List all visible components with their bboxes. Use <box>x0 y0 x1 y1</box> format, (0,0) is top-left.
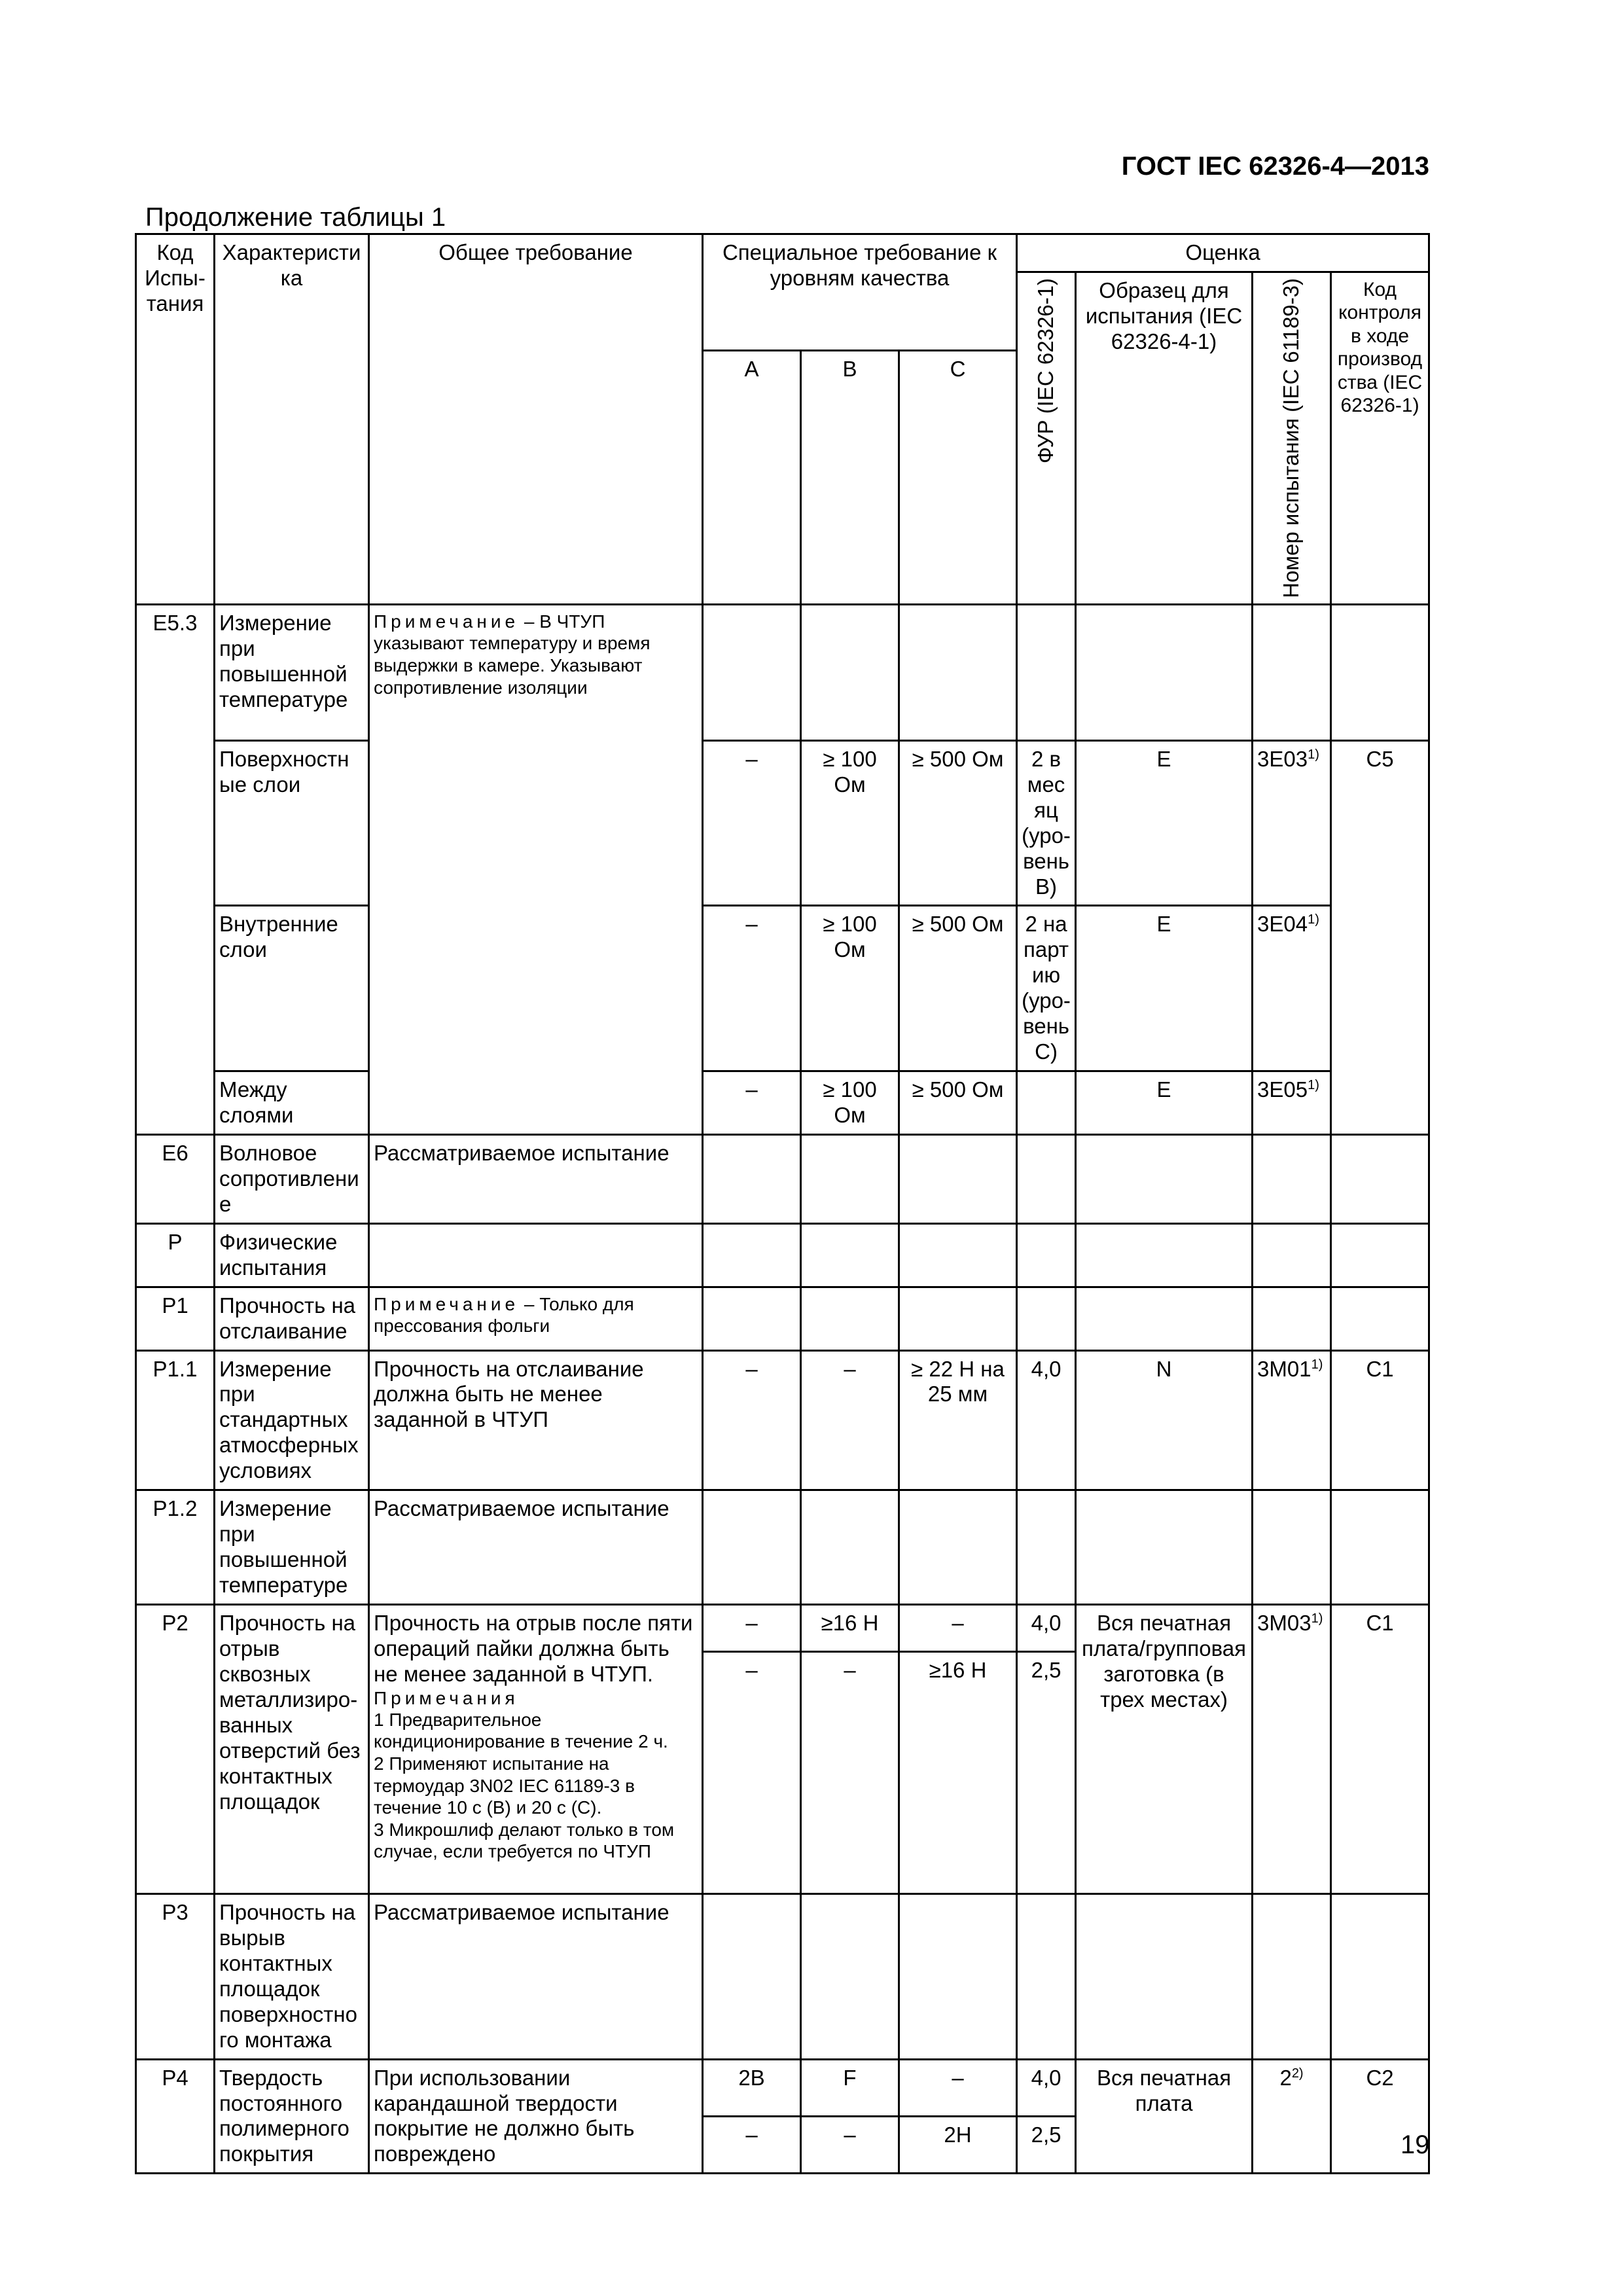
header-code: Код Испы-тания <box>136 234 215 605</box>
cell-fur: 2,5 <box>1017 2116 1076 2173</box>
header-level-b: B <box>801 350 899 604</box>
cell-fur: 4,0 <box>1017 1604 1076 1651</box>
table-row <box>136 906 1429 1071</box>
cell-test-no: 3M03$^{1)}$ <box>1253 1604 1331 1893</box>
cell-level-a: – <box>703 1651 801 1893</box>
cell-code: P3 <box>136 1893 215 2059</box>
table-row <box>136 740 1429 906</box>
header-control-code: Код контроля в ходе производства (IEC 62326-1) <box>1331 272 1429 604</box>
cell-code: E5.3 <box>136 604 215 1134</box>
cell-level-c: ≥16 Н <box>899 1651 1017 1893</box>
cell-fur: 2 в месяц (уро-вень B) <box>1017 740 1076 906</box>
cell-code: P2 <box>136 1604 215 1893</box>
cell-level-b: – <box>801 2116 899 2173</box>
cell-level-b: F <box>801 2059 899 2116</box>
cell-level-a: – <box>703 1350 801 1490</box>
header-fur: ФУР (IEC 62326-1) <box>1017 272 1076 604</box>
table-row <box>136 1350 1429 1490</box>
cell-test-no: 3E03$^{1)}$ <box>1253 740 1331 906</box>
header-special: Специальное требование к уровням качества <box>703 234 1017 351</box>
cell-test-no: 3E05$^{1)}$ <box>1253 1071 1331 1135</box>
cell-level-c: 2H <box>899 2116 1017 2173</box>
cell-control-code: C1 <box>1331 1604 1429 1893</box>
table-row <box>136 1287 1429 1350</box>
header-characteristic: Характеристика <box>215 234 369 605</box>
cell-level-b: ≥16 Н <box>801 1604 899 1651</box>
cell-test-no: 2$^{2)}$ <box>1253 2059 1331 2174</box>
table-row <box>136 604 1429 740</box>
cell-characteristic: Прочность на вырыв контактных площадок поверхностного монтажа <box>215 1893 369 2059</box>
table-continuation-title: Продолжение таблицы 1 <box>145 203 446 232</box>
cell-characteristic: Физические испытания <box>215 1223 369 1287</box>
cell-general: Рассматриваемое испытание <box>369 1134 703 1223</box>
table-row <box>136 1134 1429 1223</box>
cell-level-c: ≥ 500 Ом <box>899 740 1017 906</box>
note-item: 2 Применяют испытание на термоудар 3N02 IEC 61189-3 в течение 10 с (B) и 20 с (C). <box>374 1753 635 1818</box>
cell-characteristic: Измерение при повышенной температуре <box>215 1490 369 1605</box>
note-item: 1 Предварительное кондиционирование в течение 2 ч. <box>374 1709 668 1752</box>
cell-fur: 2 на партию (уро-вень C) <box>1017 906 1076 1071</box>
cell-level-c: ≥ 500 Ом <box>899 906 1017 1071</box>
cell-characteristic: Прочность на отслаивание <box>215 1287 369 1350</box>
note-item: 3 Микрошлиф делают только в том случае, если требуется по ЧТУП <box>374 1819 675 1862</box>
cell-test-no: 3M01$^{1)}$ <box>1253 1350 1331 1490</box>
cell-code: P4 <box>136 2059 215 2174</box>
cell-general: Рассматриваемое испытание <box>369 1893 703 2059</box>
cell-characteristic: Между слоями <box>215 1071 369 1135</box>
cell-level-b: ≥ 100 Ом <box>801 1071 899 1135</box>
header-general: Общее требование <box>369 234 703 605</box>
cell-level-b: – <box>801 1350 899 1490</box>
cell-characteristic: Поверхностные слои <box>215 740 369 906</box>
table-row <box>136 1071 1429 1135</box>
cell-level-a: – <box>703 2116 801 2173</box>
cell-general: При использовании карандашной твердости покрытие не должно быть повреждено <box>369 2059 703 2174</box>
cell-level-c: ≥ 500 Ом <box>899 1071 1017 1135</box>
cell-test-no: 3E04$^{1)}$ <box>1253 906 1331 1071</box>
cell-general <box>369 1604 703 1893</box>
cell-code: P1.2 <box>136 1490 215 1605</box>
cell-control-code: C2 <box>1331 2059 1429 2174</box>
cell-control-code: C1 <box>1331 1350 1429 1490</box>
header-level-a: A <box>703 350 801 604</box>
cell-level-b: ≥ 100 Ом <box>801 906 899 1071</box>
cell-level-b: ≥ 100 Ом <box>801 740 899 906</box>
page-number: 19 <box>1400 2130 1430 2159</box>
note-label: Примечание <box>374 611 520 632</box>
cell-level-a: – <box>703 740 801 906</box>
cell-fur: 4,0 <box>1017 2059 1076 2116</box>
header-sample: Образец для испытания (IEC 62326-4-1) <box>1076 272 1253 604</box>
header-level-c: C <box>899 350 1017 604</box>
cell-level-b: – <box>801 1651 899 1893</box>
cell-general: Рассматриваемое испытание <box>369 1490 703 1605</box>
cell-level-a: – <box>703 906 801 1071</box>
cell-sample: Вся печатная плата <box>1076 2059 1253 2174</box>
cell-level-a: – <box>703 1071 801 1135</box>
table-row <box>136 2059 1429 2116</box>
cell-control-code: C5 <box>1331 740 1429 1134</box>
cell-code: P <box>136 1223 215 1287</box>
table-row <box>136 1893 1429 2059</box>
document-code: ГОСТ IEC 62326-4—2013 <box>1121 152 1429 181</box>
cell-sample: E <box>1076 906 1253 1071</box>
table-row <box>136 1223 1429 1287</box>
cell-level-c: – <box>899 2059 1017 2116</box>
cell-fur: 4,0 <box>1017 1350 1076 1490</box>
cell-characteristic: Измерение при повышенной температуре <box>215 604 369 740</box>
cell-characteristic: Внутренние слои <box>215 906 369 1071</box>
cell-level-c: ≥ 22 Н на 25 мм <box>899 1350 1017 1490</box>
cell-characteristic: Волновое сопротивление <box>215 1134 369 1223</box>
cell-sample: E <box>1076 1071 1253 1135</box>
cell-general: Прочность на отслаивание должна быть не менее заданной в ЧТУП <box>369 1350 703 1490</box>
cell-characteristic: Твердость постоянного полимерного покрытия <box>215 2059 369 2174</box>
cell-level-c: – <box>899 1604 1017 1651</box>
cell-level-a: – <box>703 1604 801 1651</box>
cell-sample: E <box>1076 740 1253 906</box>
cell-note: Примечание – Только для прессования фольги <box>369 1287 703 1350</box>
table-row <box>136 1490 1429 1605</box>
header-evaluation: Оценка <box>1017 234 1429 272</box>
cell-code: P1.1 <box>136 1350 215 1490</box>
cell-sample: Вся печатная плата/групповая заготовка (в трех местах) <box>1076 1604 1253 1893</box>
requirements-table <box>135 233 1428 2174</box>
cell-note <box>369 604 703 1134</box>
note-text: – В ЧТУП указывают температуру и время выдержки в камере. Указывают сопротивление изоляции <box>374 611 651 698</box>
cell-characteristic: Измерение при стандартных атмосферных условиях <box>215 1350 369 1490</box>
cell-characteristic: Прочность на отрыв сквозных металлизиро-ванных отверстий без контактных площадок <box>215 1604 369 1893</box>
cell-code: E6 <box>136 1134 215 1223</box>
table-row <box>136 1604 1429 1651</box>
cell-level-a: 2B <box>703 2059 801 2116</box>
cell-fur: 2,5 <box>1017 1651 1076 1893</box>
header-test-no: Номер испытания (IEC 61189-3) <box>1253 272 1331 604</box>
general-text: Прочность на отрыв после пяти операций пайки должна быть не менее заданной в ЧТУП. <box>374 1610 693 1686</box>
cell-code: P1 <box>136 1287 215 1350</box>
cell-sample: N <box>1076 1350 1253 1490</box>
note-label: Примечания <box>374 1687 519 1708</box>
